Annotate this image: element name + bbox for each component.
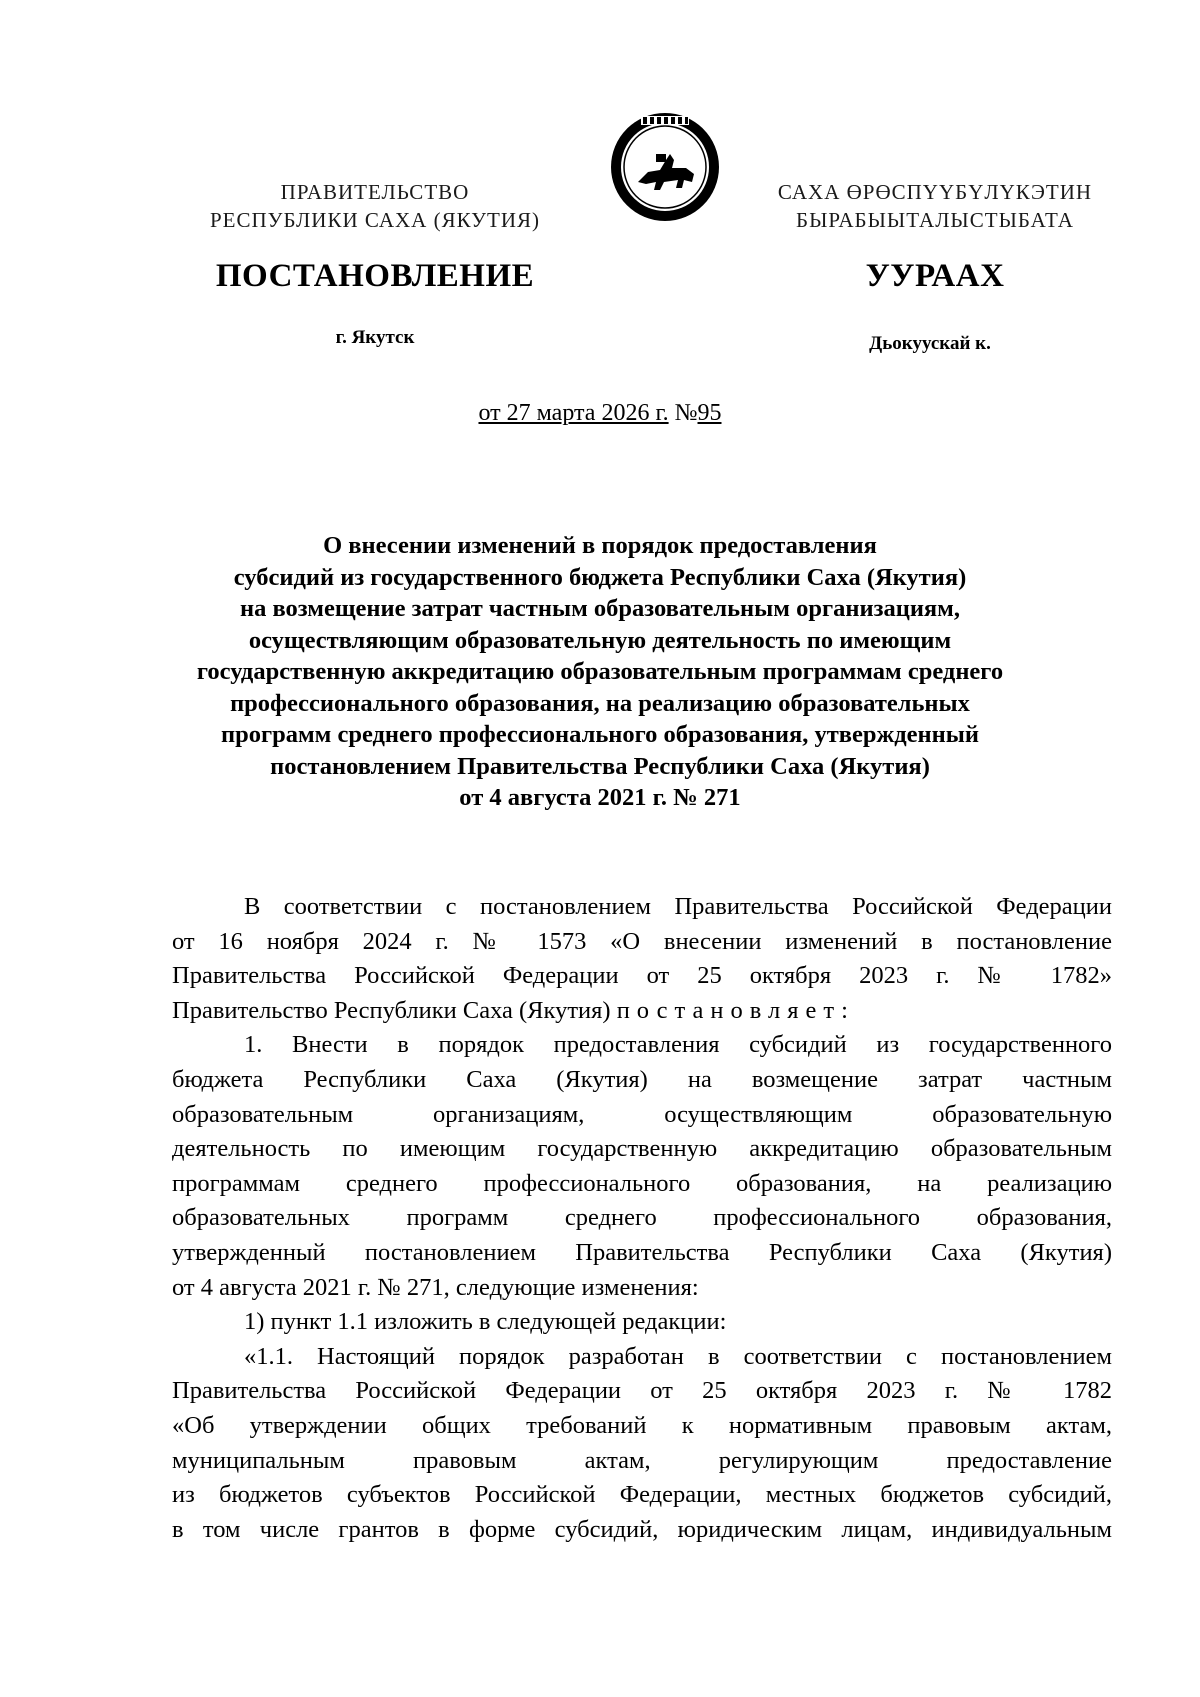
quote-line: «Об утверждении общих требований к нормативным правовым актам, <box>172 1411 1112 1439</box>
title-line: государственную аккредитацию образовательным программам среднего <box>196 658 1004 685</box>
org-name-yakut <box>745 178 1125 234</box>
body-line: деятельность по имеющим государственную аккредитацию образовательным <box>172 1135 1112 1163</box>
quote-line: из бюджетов субъектов Российской Федерации, местных бюджетов субсидий, <box>172 1481 1112 1509</box>
body-line: образовательным организациям, осуществляющим образовательную <box>172 1100 1112 1128</box>
org-name-yakut-line-1: САХА ӨРӨСПҮҮБҮЛҮКЭТИН <box>777 180 1093 204</box>
title-line: постановлением Правительства Республики Саха (Якутия) <box>270 752 930 780</box>
body-line: бюджета Республики Саха (Якутия) на возмещение затрат частным <box>172 1065 1112 1093</box>
doc-type-yakut: УУРААХ <box>865 258 1005 294</box>
quote-line: муниципальным правовым актам, регулирующим предоставление <box>172 1446 1112 1474</box>
title-line: О внесении изменений в порядок предоставления <box>323 532 877 559</box>
document-date: от 27 марта 2026 г. <box>478 400 669 426</box>
quote-line: «1.1. Настоящий порядок разработан в соответствии с постановлением <box>244 1342 1112 1370</box>
body-line: от 16 ноября 2024 г. № 1573 «О внесении изменений в постановление <box>172 927 1112 955</box>
body-line: В соответствии с постановлением Правительства Российской Федерации <box>244 893 1112 920</box>
subitem-line: 1) пункт 1.1 изложить в следующей редакции: <box>244 1308 727 1336</box>
quote-line: Правительства Российской Федерации от 25 октября 2023 г. № 1782 <box>172 1377 1112 1405</box>
city-yakut: Дьокуускай к. <box>869 333 991 354</box>
preamble-subject: Правительство Республики Саха (Якутия) <box>172 996 611 1024</box>
org-name-yakut-line-2: БЫРАБЫЫТАЛЫСТЫБАТА <box>796 208 1074 232</box>
body-line: образовательных программ среднего профессионального образования, <box>172 1204 1112 1232</box>
body-line: программам среднего профессионального образования, на реализацию <box>172 1169 1112 1197</box>
resolution-verb: постановляет: <box>616 996 855 1024</box>
org-name-line-2: РЕСПУБЛИКИ САХА (ЯКУТИЯ) <box>209 208 541 232</box>
body-line: Правительства Российской Федерации от 25 октября 2023 г. № 1782» <box>172 962 1112 990</box>
org-name-line-1: ПРАВИТЕЛЬСТВО <box>280 180 470 204</box>
body-line <box>172 994 1112 1029</box>
document-title <box>150 530 1050 814</box>
title-line: на возмещение затрат частным образовательным организациям, <box>240 595 960 622</box>
title-line: субсидий из государственного бюджета Республики Саха (Якутия) <box>233 563 967 591</box>
title-line: осуществляющим образовательную деятельность по имеющим <box>248 626 952 654</box>
doc-type-russian: ПОСТАНОВЛЕНИЕ <box>215 258 535 294</box>
body-line: утвержденный постановлением Правительства Республики Саха (Якутия) <box>172 1238 1112 1266</box>
body-line: 1. Внести в порядок предоставления субсидий из государственного <box>244 1031 1112 1059</box>
city-russian: г. Якутск <box>335 327 415 348</box>
document-number: 95 <box>697 400 722 426</box>
body-line: от 4 августа 2021 г. № 271, следующие изменения: <box>172 1273 699 1301</box>
coat-of-arms-emblem-icon <box>608 110 722 224</box>
number-label: № <box>674 400 698 426</box>
title-line: программ среднего профессионального образования, утвержденный <box>220 721 980 748</box>
title-line: профессионального образования, на реализацию образовательных <box>230 689 970 717</box>
document-body <box>172 890 1112 1547</box>
title-line: от 4 августа 2021 г. № 271 <box>459 784 741 811</box>
org-name-russian <box>170 178 580 234</box>
document-date-line <box>0 400 1200 427</box>
quote-line: в том числе грантов в форме субсидий, юридическим лицам, индивидуальным <box>172 1515 1112 1543</box>
